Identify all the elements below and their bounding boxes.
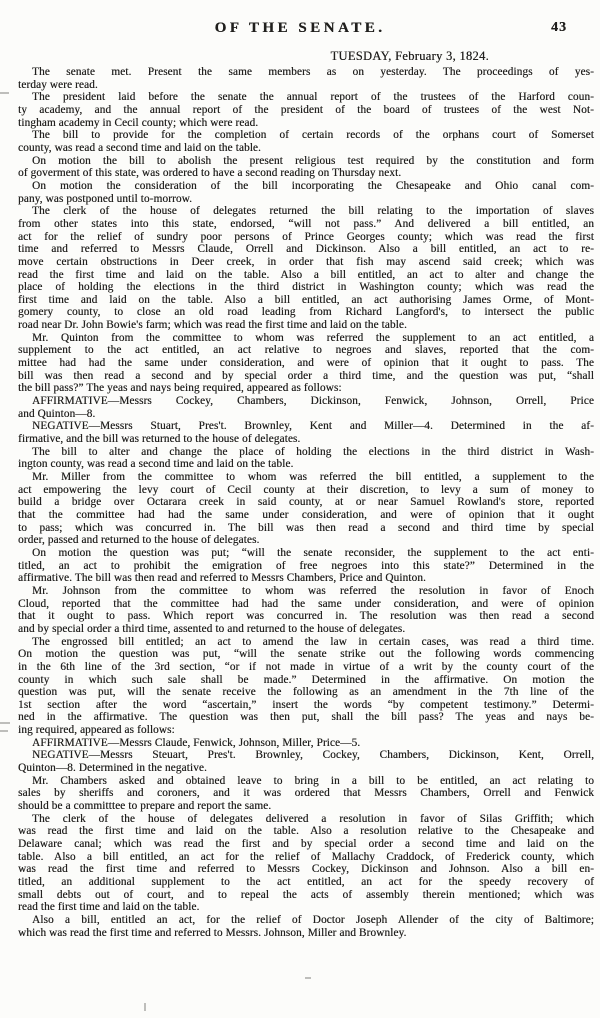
journal-line: NEGATIVE—Messrs Stuart, Pres't. Brownley, Kent and Miller—4. Determined in the af- — [32, 420, 594, 433]
journal-line: move certain obstructions in Deer creek, in order that fish may ascend said creek; which was — [18, 255, 594, 268]
journal-line: 1st section after the word “ascertain,” insert the words “by competent testimony.” Determi- — [18, 698, 594, 711]
journal-line: titled, an additional supplement to the act entitled, an act for the speedy recovery of — [18, 876, 594, 888]
journal-line: The clerk of the house of delegates delivered a resolution in favor of Silas Griffith; which — [32, 812, 594, 825]
dateline: TUESDAY, February 3, 1824. — [330, 49, 489, 63]
journal-line: county in which such sale shall be made.” Determined in the affirmative. On motion the — [18, 673, 594, 686]
journal-line: On motion the question was put, “will the senate strike out the following words commencing — [18, 648, 594, 661]
journal-line: NEGATIVE—Messrs Steuart, Pres't. Brownley, Cockey, Chambers, Dickinson, Kent, Orrell, — [32, 749, 594, 762]
journal-line: titled, an act to prohibit the emigration of free negroes into this state?” Determined in the — [18, 559, 594, 572]
journal-line: mittee had had the same under consideration, and were of opinion that it ought to pass. The — [18, 357, 594, 370]
journal-text — [18, 66, 594, 939]
scan-artifact — [0, 730, 8, 732]
journal-line: ington county, was read a second time and laid on the table. — [18, 458, 294, 471]
journal-line: Mr. Quinton from the committee to whom was referred the supplement to an act entitled, a — [32, 331, 594, 344]
scan-artifact — [0, 722, 10, 724]
journal-line: ned in the affirmative. The question was then put, shall the bill pass? The yeas and nays be- — [18, 711, 594, 724]
journal-line: ty academy, and the annual report of the president of the board of trustees of the west Not- — [18, 103, 594, 116]
journal-line: bill was then read a second and by special order a third time, and the question was put, “shall — [18, 369, 594, 382]
scan-artifact — [144, 1003, 146, 1011]
journal-line: The engrossed bill entitled; an act to amend the law in certain cases, was read a third time. — [32, 635, 594, 648]
journal-line: small debts out of court, and to repeal the acts of assembly therein mentioned; which was — [18, 888, 594, 901]
journal-line: AFFIRMATIVE—Messrs Claude, Fenwick, Johnson, Miller, Price—5. — [32, 736, 361, 749]
journal-line: of goverment of this state, was ordered to have a second reading on Thursday next. — [18, 167, 402, 180]
journal-line: terday were read. — [18, 78, 98, 91]
journal-line: was read the first time and referred to Messrs Cockey, Dickinson and Johnson. Also a bill en- — [18, 863, 594, 876]
journal-line: AFFIRMATIVE—Messrs Cockey, Chambers, Dickinson, Fenwick, Johnson, Orrell, Price — [32, 395, 594, 408]
journal-line: county, was read a second time and laid on the table. — [18, 141, 261, 154]
journal-line: On motion the question was put; “will the senate reconsider, the supplement to the act enti- — [32, 546, 594, 559]
journal-line: time and referred to Messrs Claude, Orrell and Dickinson. Also a bill entitled, an act to re- — [18, 243, 594, 256]
journal-line: order, passed and returned to the house of delegates. — [18, 534, 260, 547]
journal-line: the bill pass?” The yeas and nays being required, appeared as follows: — [18, 382, 342, 395]
journal-line: road near Dr. John Bowie's farm; which was read the first time and laid on the table. — [18, 319, 407, 332]
journal-line: The clerk of the house of delegates returned the bill relating to the importation of slaves — [32, 205, 594, 218]
journal-line: from other states into this state, endorsed, “will not pass.” And delivered a bill entitled, an — [18, 217, 594, 230]
journal-line: The bill to alter and change the place of holding the elections in the third district in Wash- — [32, 445, 594, 458]
journal-line: affirmative. The bill was then read and referred to Messrs Chambers, Price and Quinton. — [18, 572, 426, 585]
journal-line: first time and laid on the table. Also a bill entitled, an act authorising James Orme, of Mont- — [18, 293, 594, 306]
journal-line: On motion the bill to abolish the present religious test required by the constitution and form — [32, 154, 594, 167]
page-number: 43 — [551, 20, 567, 35]
scan-artifact — [0, 92, 9, 94]
journal-line: Mr. Miller from the committee to whom was referred the bill entitled, a supplement to the — [32, 471, 594, 483]
scan-artifact — [305, 977, 311, 979]
journal-line: that the committee had had the same under consideration, and were of opinion that it ought — [18, 508, 594, 521]
journal-line: tingham academy in Cecil county; which were read. — [18, 116, 259, 129]
journal-line: act empowering the levy court of Cecil county at their discretion, to levy a sum of money to — [18, 483, 594, 496]
journal-line: and Quinton—8. — [18, 407, 96, 420]
journal-line: act for the relief of sundry poor persons of Prince Georges county; which was read the first — [18, 230, 594, 243]
journal-line: supplement to the act entitled, an act relative to negroes and slaves, reported that the com- — [18, 344, 594, 357]
running-header: OF THE SENATE. — [214, 20, 386, 36]
journal-line: Cloud, reported that the committee had had the same under consideration, and were of opinion — [18, 597, 594, 610]
journal-line: sales by sheriffs and coroners, and it was ordered that Messrs Chambers, Orrell and Fenwick — [18, 787, 594, 800]
journal-line: firmative, and the bill was returned to the house of delegates. — [18, 433, 301, 446]
journal-line: was read the first time and laid on the table. Also a resolution relative to the Chesapeake and — [18, 825, 594, 838]
journal-line: in the 6th line of the 3rd section, “or if not made in virtue of a writ by the county court of the — [18, 660, 594, 673]
journal-line: The president laid before the senate the annual report of the trustees of the Harford coun- — [32, 91, 594, 104]
journal-line: which was read the first time and referred to Messrs. Johnson, Miller and Brownley. — [18, 926, 407, 939]
journal-line: The senate met. Present the same members as on yesterday. The proceedings of yes- — [32, 66, 594, 78]
journal-line: On motion the consideration of the bill incorporating the Chesapeake and Ohio canal com- — [32, 179, 594, 192]
journal-line: question was put, will the senate receive the following as an amendment in the 7th line of the — [18, 686, 594, 699]
journal-line: Mr. Chambers asked and obtained leave to bring in a bill to be entitled, an act relating to — [32, 774, 594, 787]
journal-line: gomery county, to close an old road leading from Richard Langford's, to intersect the public — [18, 306, 594, 319]
journal-line: pany, was postponed until to-morrow. — [18, 192, 193, 205]
journal-line: that it ought to pass. Which report was concurred in. The resolution was then read a second — [18, 610, 594, 623]
journal-line: place of holding the elections in the third district in Washington county; which was read the — [18, 281, 594, 294]
journal-line: Delaware canal; which was read the first and by special order a second time and laid on the — [18, 838, 594, 851]
journal-line: build a bridge over Octarara creek in said county, at or near Samuel Rowland's store, reported — [18, 496, 594, 509]
journal-line: and by special order a third time, assented to and returned to the house of delegates. — [18, 622, 406, 635]
journal-line: table. Also a bill entitled, an act for the relief of Mallachy Craddock, of Frederick county, which — [18, 850, 594, 863]
journal-line: ing required, appeared as follows: — [18, 724, 175, 737]
journal-line: Quinton—8. Determined in the negative. — [18, 762, 207, 775]
journal-line: to pass; which was concurred in. The bill was then read a second and third time by special — [18, 521, 594, 534]
journal-line: Also a bill, entitled an act, for the relief of Doctor Joseph Allender of the city of Baltimore; — [32, 913, 594, 926]
journal-line: read the first time and laid on the table. — [18, 901, 200, 914]
journal-line: Mr. Johnson from the committee to whom was referred the resolution in favor of Enoch — [32, 584, 594, 597]
journal-line: read the first time and laid on the table. Also a bill entitled, an act to alter and change the — [18, 268, 594, 281]
journal-line: The bill to provide for the completion of certain records of the orphans court of Somerset — [32, 129, 594, 142]
journal-line: should be a committtee to prepare and report the same. — [18, 800, 272, 813]
